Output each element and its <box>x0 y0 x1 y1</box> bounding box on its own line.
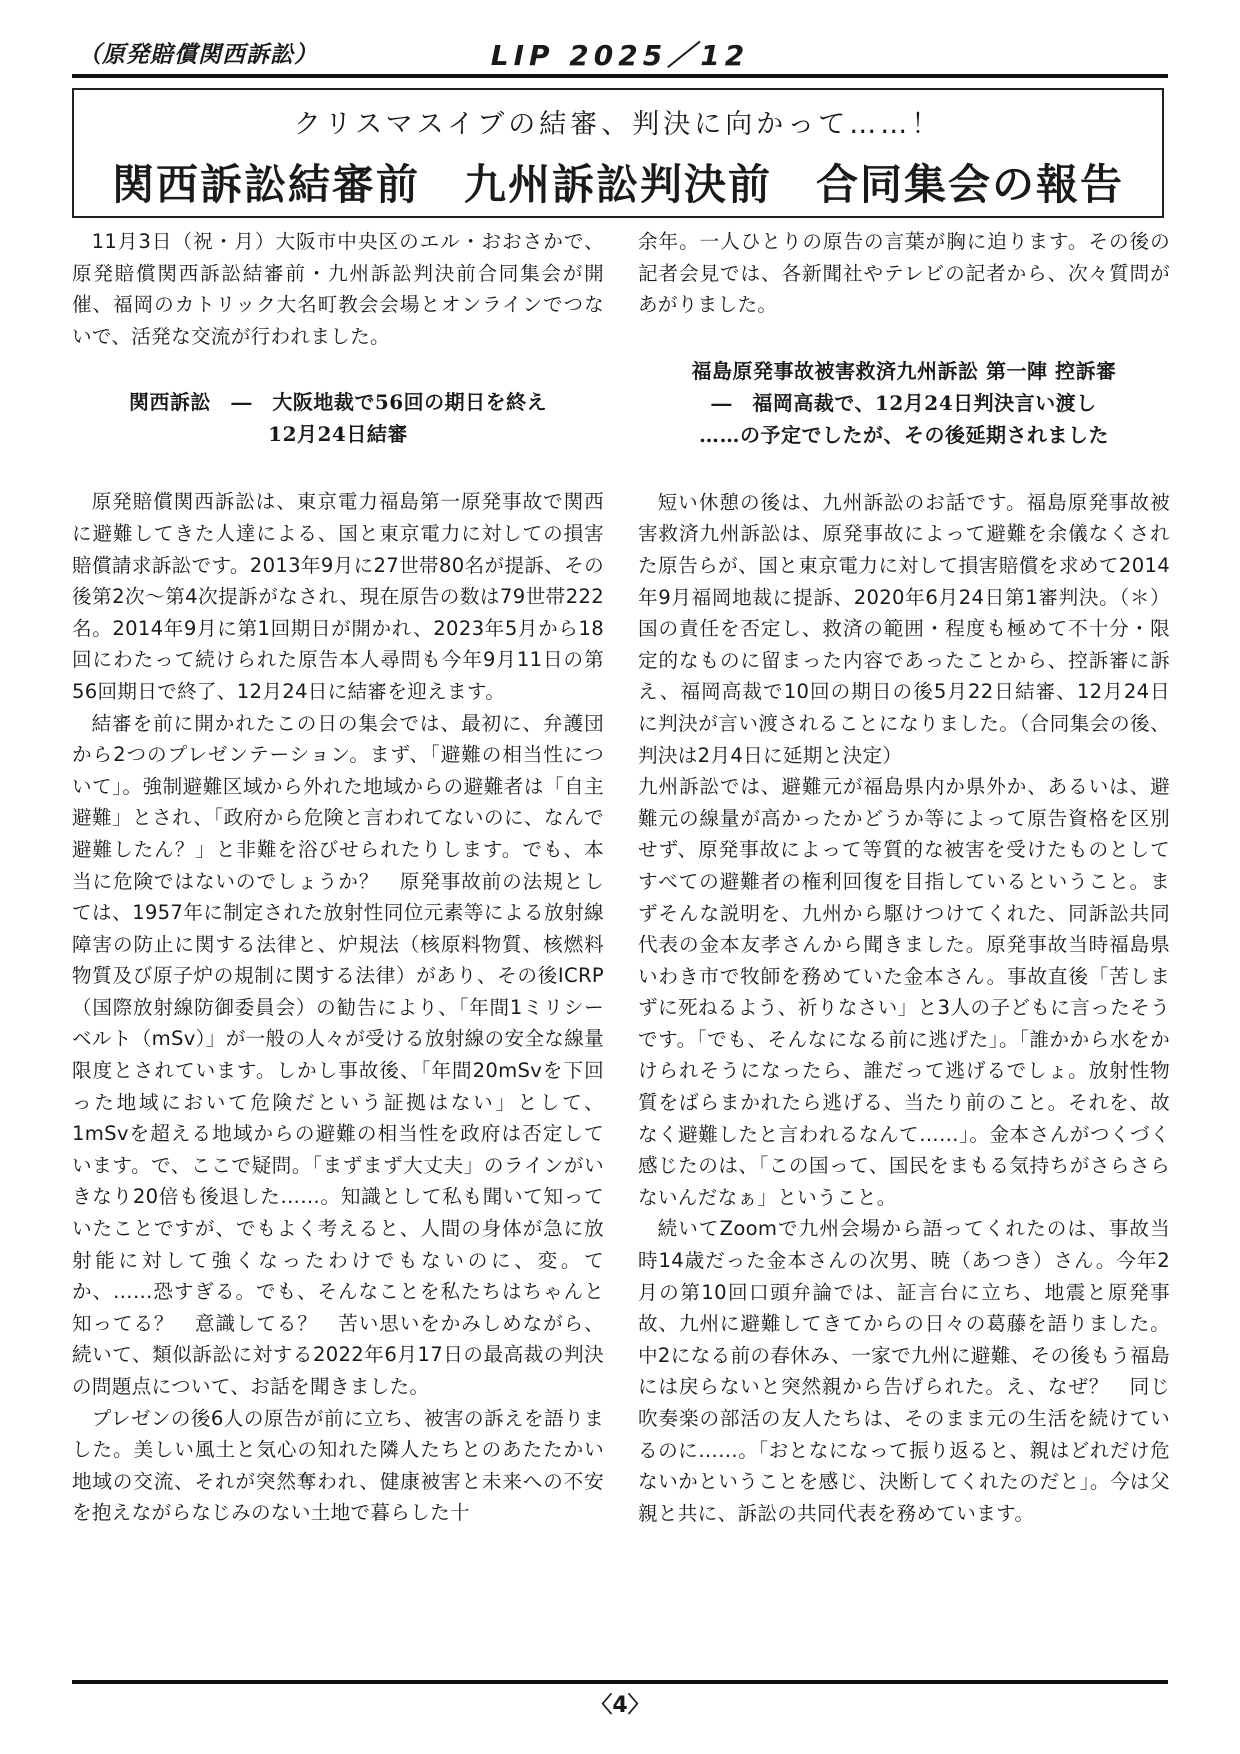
spacer <box>72 352 604 386</box>
body-paragraph: プレゼンの後6人の原告が前に立ち、被害の訴えを語りました。美しい風土と気心の知れた隣人たちとのあたたかい地域の交流、それが突然奪われ、健康被害と未来への不安を抱えながらなじみのない土地で暮らした十 <box>72 1406 604 1525</box>
body-paragraph: 結審を前に開かれたこの日の集会では、最初に、弁護団から2つのプレゼンテーション。まず、「避難の相当性について」。強制避難区域から外れた地域からの避難者は「自主避難」とされ、「政府から危険と言われてないのに、なんで避難したん？」と非難を浴びせられたりします。でも、本当に危険ではないのでしょうか？ 原発事故前の法規としては、1957年に制定された放射性同位元素等による放射線障害の防止に関する法律と、炉規法（核原料物質、核燃料物質及び原子炉の規制に関する法律）があり、その後ICRP（国際放射線防御委員会）の勧告により、「年間1ミリシーベルト（mSv）」が一般の人々が受ける放射線の安全な線量限度とされています。しかし事故後、「年間20mSvを下回った地域において危険だという証拠はない」として、1mSvを超える地域からの避難の相当性を政府は否定しています。で、ここで疑問。「まずまず大丈夫」のラインがいきなり20倍も後退した……。知識として私も聞いて知っていたことですが、でもよく考えると、人間の身体が急に放射能に対して強くなったわけでもないのに、変。てか、……恐すぎる。でも、そんなことを私たちはちゃんと知ってる？ 意識してる？ 苦い思いをかみしめながら、続いて、類似訴訟に対する2022年6月17日の最高裁の判決の問題点について、お話を聞きました。 <box>72 711 604 1398</box>
article-title: 関西訴訟結審前 九州訴訟判決前 合同集会の報告 <box>111 160 1124 209</box>
footer-rule <box>72 1680 1168 1684</box>
section-heading-line: 福島原発事故被害救済九州訴訟 第一陣 控訴審 <box>691 358 1117 383</box>
title-box <box>72 88 1164 218</box>
section-heading-line: ― 福岡高裁で、12月24日判決言い渡し <box>711 390 1097 415</box>
section-heading-kyushu <box>638 355 1170 451</box>
body-paragraph: 短い休憩の後は、九州訴訟のお話です。福島原発事故被害救済九州訴訟は、原発事故によって避難を余儀なくされた原告らが、国と東京電力に対して損害賠償を求めて2014年9月福岡地裁に提訴、2020年6月24日第1審判決。（＊）国の責任を否定し、救済の範囲・程度も極めて不十分・限定的なものに留まった内容であったことから、控訴審に訴え、福岡高裁で10回の期日の後5月22日結審、12月24日に判決が言い渡されることになりました。（合同集会の後、判決は2月4日に延期と決定） <box>638 490 1170 767</box>
header-issue: LIP 2025／12 <box>490 39 750 72</box>
section-heading-kansai <box>72 386 604 450</box>
body-paragraph: 続いてZoomで九州会場から語ってくれたのは、事故当時14歳だった金本さんの次男、暁（あつき）さん。今年2月の第10回口頭弁論では、証言台に立ち、地震と原発事故、九州に避難してきてからの日々の葛藤を語りました。中2になる前の春休み、一家で九州に避難、その後もう福島には戻らないと突然親から告げられた。え、なぜ？ 同じ吹奏楽の部活の友人たちは、そのまま元の生活を続けているのに……。「おとなになって振り返ると、親はどれだけ危ないかということを感じ、決断してくれたのだと」。今は父親と共に、訴訟の共同代表を務めています。 <box>638 1217 1170 1525</box>
body-paragraph: 余年。一人ひとりの原告の言葉が胸に迫ります。その後の記者会見では、各新聞社やテレビの記者から、次々質問があがりました。 <box>638 230 1170 317</box>
intro-paragraph: 11月3日（祝・月）大阪市中央区のエル・おおさかで、原発賠償関西訴訟結審前・九州訴訟判決前合同集会が開催、福岡のカトリック大名町教会会場とオンラインでつないで、活発な交流が行われました。 <box>72 230 604 348</box>
right-column <box>638 226 1170 1529</box>
article-subtitle: クリスマスイブの結審、判決に向かって……！ <box>293 109 943 140</box>
section-heading-line: ……の予定でしたが、その後延期されました <box>699 422 1109 447</box>
body-paragraph: 九州訴訟では、避難元が福島県内か県外か、あるいは、避難元の線量が高かったかどうか等によって原告資格を区別せず、原発事故によって等質的な被害を受けたものとしてすべての避難者の権利回復を目指しているということ。まずそんな説明を、九州から駆けつけてくれた、同訴訟共同代表の金本友孝さんから聞きました。原発事故当時福島県いわき市で牧師を務めていた金本さん。事故直後「苦しまずに死ねるよう、祈りなさい」と3人の子どもに言ったそうです。「でも、そんなになる前に逃げた」。「誰かから水をかけられそうになったら、誰だって逃げるでしょ。放射性物質をばらまかれたら逃げる、当たり前のこと。それを、故なく避難したと言われるなんて……」。金本さんがつくづく感じたのは、「この国って、国民をまもる気持ちがさらさらないんだなぁ」ということ。 <box>638 775 1170 1209</box>
header-publication-label: （原発賠償関西訴訟） <box>78 42 318 68</box>
spacer <box>638 321 1170 355</box>
spacer <box>638 451 1170 487</box>
spacer <box>72 450 604 486</box>
header-rule <box>72 74 1168 78</box>
section-heading-line: 関西訴訟 ― 大阪地裁で56回の期日を終え <box>128 390 548 415</box>
left-column <box>72 226 604 1529</box>
section-heading-line: 12月24日結審 <box>268 422 408 447</box>
page-number: 〈4〉 <box>590 1693 650 1718</box>
body-paragraph: 原発賠償関西訴訟は、東京電力福島第一原発事故で関西に避難してきた人達による、国と東京電力に対しての損害賠償請求訴訟です。2013年9月に27世帯80名が提訴、その後第2次〜第4次提訴がなされ、現在原告の数は79世帯222名。2014年9月に第1回期日が開かれ、2023年5月から18回にわたって続けられた原告本人尋問も今年9月11日の第56回期日で終了、12月24日に結審を迎えます。 <box>72 490 604 703</box>
